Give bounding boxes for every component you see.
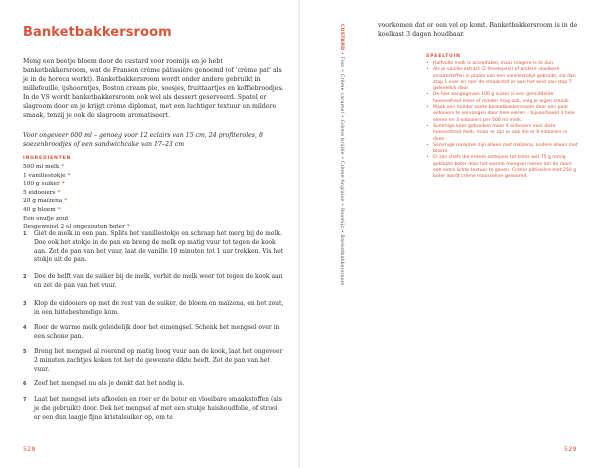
ingredient-item: Een snufje zout bbox=[23, 215, 69, 222]
page-number-left: 528 bbox=[23, 446, 36, 453]
tip-item: • Sommige koks gebruiken maar 4 eidooiers voor deze hoeveelheid melk, maar er zijn er ook die er 8 eidooiers in doen. bbox=[426, 124, 580, 143]
ingredient-item: 500 ml melk * bbox=[23, 164, 65, 170]
step-number: 3 bbox=[23, 301, 27, 307]
ingredient-item: 5 eidooiers * bbox=[23, 189, 61, 196]
yield-note: Voor ongeveer 600 ml – genoeg voor 12 eclairs van 15 cm, 24 profiteroles, 8 soezenbroodjes of een sandwichcake van 17–23 cm bbox=[23, 132, 263, 148]
step-number: 4 bbox=[23, 325, 27, 331]
step-number: 7 bbox=[23, 397, 27, 403]
chapter-navigation: CUSTARD • Flan • Crème caramel • Crème brûlée • Crème Anglaise • Roomijs • Banketbakkersroom bbox=[339, 24, 344, 286]
ingredient-item: 20 g maïzena * bbox=[23, 198, 68, 205]
tip-item: • Maak een minder zoete banketbakkersroom door een paar eidooiers te vervangen door hele eieren – bijvoorbeeld 3 hele eieren en 3 eidooiers per 500 ml melk. bbox=[426, 105, 580, 124]
step-text: Laat het mengsel iets afkoelen en roer er de boter en vloeibare smaakstoffen (als je die gebruikt) door. Dek het mengsel af met een stukje huishoudfolie, of strooi er een dun laagje fijne kristalsuiker op, om te bbox=[34, 396, 282, 421]
chapter-side-tab bbox=[336, 24, 346, 286]
ingredient-item: 1 vanillestokje * bbox=[23, 172, 71, 179]
ingredients-heading: INGREDIENTEN bbox=[23, 156, 72, 161]
step-number: 5 bbox=[23, 349, 27, 355]
step-text: Giet de melk in een pan. Splits het vanillestokje en schraap het merg bij de melk. Doe ook het stokje in de pan en breng de melk op matig vuur tot tegen de kook aan. Zet de pan van het vuur, laat de vanille 10 minuten tot 1 uur trekken. Vis het stokje uit de pan. bbox=[34, 230, 284, 264]
recipe-title: Banketbakkersroom bbox=[23, 25, 172, 40]
step-text: Zeef het mengsel nu als je denkt dat het nodig is. bbox=[34, 380, 185, 387]
ingredient-item: Desgewenst 2 el ongezouten boter * bbox=[23, 224, 130, 231]
tip-item: • Er zijn chefs die enkele eetlepels tot soms wel 75 g romig geklopte boter door het warme mengsel roeren om de room een extra lichte textuur te geven. Crème pâtissière met 250 g boter wordt crème mousseline genoemd. bbox=[426, 155, 580, 180]
intro-paragraph: Meng een beetje bloem door de custard voor roomijs en je hebt banketbakkersroom, wat de Fransen crème pâtissière genoemd (of 'crème pat' als je in de horeca werkt). Banketbakkersroom wordt onder andere gebruikt in millefeuille, ijshoorntjes, Boston cream pie, soesjes, fruittaartjes en koffiebroodjes. In de VS wordt banketbakkersroom ook wel als dessert geserveerd. Spatel er slagroom door en je krijgt crème diplomat, met een luchtiger textuur en mildere smaak, tenzij je ook de slagroom aromatiseert. bbox=[23, 58, 284, 119]
tips-list bbox=[426, 61, 580, 181]
tip-item: • Als je vanille-extract (2 theelepels) of andere vloeibare smaakstoffen in plaats van een vanillestokje gebruikt, sla dan stap 1 over en roer de smaakstof er aan het eind van stap 7 geleidelijk door. bbox=[426, 67, 580, 92]
tip-item: • Sommige recepten zijn alleen met maïzena, andere alleen met bloem. bbox=[426, 143, 580, 156]
step-text: Klop de eidooiers op met de rest van de suiker, de bloem en maïzena, en het zout, in een hittebestendige kom. bbox=[34, 300, 284, 316]
step-text: Roer de warme melk geleidelijk door het eimengsel. Schenk het mengsel over in een schone pan. bbox=[34, 324, 280, 340]
ingredients-list bbox=[23, 163, 130, 232]
step-number: 1 bbox=[23, 231, 27, 237]
tips-heading: SPEELTUIN bbox=[426, 54, 461, 59]
step-text: Breng het mengsel al roerend op matig hoog vuur aan de kook, laat het ongeveer 2 minuten zachtjes koken tot het de gewenste dikte heeft. Zet de pan van het vuur. bbox=[34, 348, 283, 373]
step-text: Doe de helft van de suiker bij de melk, verhit de melk weer tot tegen de kook aan en zet de pan van het vuur. bbox=[34, 273, 283, 289]
step-number: 2 bbox=[23, 274, 27, 280]
tip-item: • Halfvolle melk is acceptabel, maar magere is te dun. bbox=[426, 61, 580, 67]
tip-item: • De hier aangegeven 100 g suiker is een gemiddelde hoeveelheid meer of minder mag ook, volg je eigen smaak. bbox=[426, 92, 580, 105]
step-number: 6 bbox=[23, 381, 27, 387]
ingredient-item: 40 g bloem * bbox=[23, 206, 61, 213]
continuation-paragraph: voorkomen dat er een vel op komt. Banketbakkersroom is in de koelkast 3 dagen houdbaar. bbox=[378, 22, 578, 38]
page-number-right: 529 bbox=[564, 446, 577, 453]
ingredient-item: 100 g suiker * bbox=[23, 181, 65, 188]
